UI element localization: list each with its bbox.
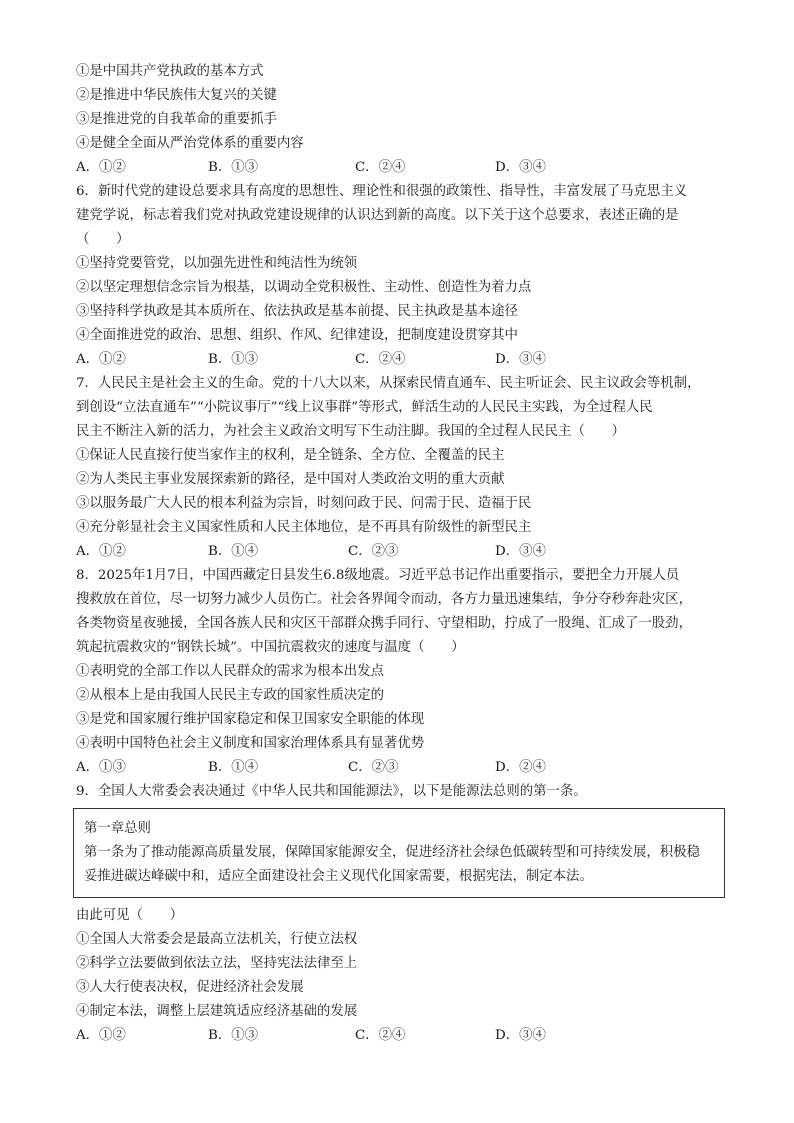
q6-option-a[interactable]: A．①② — [76, 352, 126, 367]
q5-option-c[interactable]: C．②④ — [355, 160, 406, 175]
q9-option-a[interactable]: A．①② — [76, 1028, 126, 1043]
q7-option-a[interactable]: A．①② — [76, 544, 126, 559]
law-excerpt-line-1: 第一条为了推动能源高质量发展，保障国家能源安全，促进经济社会绿色低碳转型和可持续发展，积极稳 — [84, 845, 700, 860]
q7-choice-2: ②为人类民主事业发展探索新的路径，是中国对人类政治文明的重大贡献 — [76, 472, 505, 487]
q6-choice-4: ④全面推进党的政治、思想、组织、作风、纪律建设，把制度建设贯穿其中 — [76, 328, 518, 343]
q6-option-c[interactable]: C．②④ — [355, 352, 406, 367]
q6-option-b[interactable]: B．①③ — [208, 352, 259, 367]
q9-option-c[interactable]: C．②④ — [355, 1028, 406, 1043]
q6-choice-1: ①坚持党要管党，以加强先进性和纯洁性为统领 — [76, 256, 358, 271]
q7-choice-1: ①保证人民直接行使当家作主的权利，是全链条、全方位、全覆盖的民主 — [76, 448, 505, 463]
question-7 — [76, 372, 730, 564]
law-excerpt-line-2: 妥推进碳达峰碳中和，适应全面建设社会主义现代化国家需要，根据宪法，制定本法。 — [84, 869, 593, 884]
law-excerpt-box — [73, 808, 725, 898]
q8-choice-1: ①表明党的全部工作以人民群众的需求为根本出发点 — [76, 664, 384, 679]
q5-option-d[interactable]: D．③④ — [495, 160, 546, 175]
q8-stem-line-3: 各类物资星夜驰援，全国各族人民和灾区干部群众携手同行、守望相助，拧成了一股绳、汇成了一股劲， — [76, 616, 692, 631]
q6-stem-line-2: 建党学说，标志着我们党对执政党建设规律的认识达到新的高度。以下关于这个总要求，表述正确的是 — [76, 208, 679, 223]
q6-option-d[interactable]: D．③④ — [495, 352, 546, 367]
q8-option-d[interactable]: D．②④ — [495, 760, 546, 775]
q7-stem-line-2: 到创设“立法直通车”“小院议事厅”“线上议事群”等形式，鲜活生动的人民民主实践，为全过程人民 — [76, 400, 653, 415]
q5-choice-1: ①是中国共产党执政的基本方式 — [76, 64, 264, 79]
q9-choice-4: ④制定本法，调整上层建筑适应经济基础的发展 — [76, 1004, 358, 1019]
q6-stem-line-3: （ ） — [76, 232, 130, 247]
q6-stem-line-1: 6．新时代党的建设总要求具有高度的思想性、理论性和很强的政策性、指导性，丰富发展了马克思主义 — [76, 184, 688, 199]
question-6 — [76, 180, 730, 372]
q5-choice-4: ④是健全全面从严治党体系的重要内容 — [76, 136, 304, 151]
exam-page — [76, 60, 730, 1048]
q9-option-d[interactable]: D．③④ — [495, 1028, 546, 1043]
q6-choice-3: ③坚持科学执政是其本质所在、依法执政是基本前提、民主执政是基本途径 — [76, 304, 518, 319]
question-8 — [76, 564, 730, 780]
q9-option-b[interactable]: B．①③ — [208, 1028, 259, 1043]
q9-stem: 9．全国人大常委会表决通过《中华人民共和国能源法》，以下是能源法总则的第一条。 — [76, 784, 587, 799]
q7-choice-4: ④充分彰显社会主义国家性质和人民主体地位，是不再具有阶级性的新型民主 — [76, 520, 532, 535]
q7-option-d[interactable]: D．③④ — [495, 544, 546, 559]
q9-choice-3: ③人大行使表决权，促进经济社会发展 — [76, 980, 304, 995]
q7-options — [76, 540, 730, 564]
q7-stem-line-3: 民主不断注入新的活力，为社会主义政治文明写下生动注脚。我国的全过程人民民主（ ） — [76, 424, 626, 439]
q7-choice-3: ③以服务最广大人民的根本利益为宗旨，时刻问政于民、问需于民、造福于民 — [76, 496, 532, 511]
q5-choices — [76, 60, 730, 156]
question-9 — [76, 780, 730, 1048]
q7-stem-line-1: 7．人民民主是社会主义的生命。党的十八大以来，从探索民情直通车、民主听证会、民主议政会等机制， — [76, 376, 701, 391]
q8-choice-2: ②从根本上是由我国人民民主专政的国家性质决定的 — [76, 688, 384, 703]
q8-choice-3: ③是党和国家履行维护国家稳定和保卫国家安全职能的体现 — [76, 712, 425, 727]
q9-choice-1: ①全国人大常委会是最高立法机关，行使立法权 — [76, 932, 358, 947]
law-excerpt-title: 第一章总则 — [84, 821, 151, 836]
q5-choice-3: ③是推进党的自我革命的重要抓手 — [76, 112, 277, 127]
q5-option-b[interactable]: B．①③ — [208, 160, 259, 175]
q5-choice-2: ②是推进中华民族伟大复兴的关键 — [76, 88, 277, 103]
q7-option-c[interactable]: C．②③ — [348, 544, 399, 559]
q8-choice-4: ④表明中国特色社会主义制度和国家治理体系具有显著优势 — [76, 736, 425, 751]
q9-options — [76, 1024, 730, 1048]
q8-stem-line-4: 筑起抗震救灾的“钢铁长城”。中国抗震救灾的速度与温度（ ） — [76, 640, 465, 655]
q6-choice-2: ②以坚定理想信念宗旨为根基，以调动全党积极性、主动性、创造性为着力点 — [76, 280, 532, 295]
q8-option-b[interactable]: B．①④ — [208, 760, 259, 775]
q5-options — [76, 156, 730, 180]
q6-options — [76, 348, 730, 372]
q9-choice-2: ②科学立法要做到依法立法，坚持宪法法律至上 — [76, 956, 358, 971]
q8-options — [76, 756, 730, 780]
q9-lead: 由此可见（ ） — [76, 908, 184, 923]
q5-option-a[interactable]: A．①② — [76, 160, 126, 175]
q8-option-c[interactable]: C．②③ — [348, 760, 399, 775]
q8-option-a[interactable]: A．①③ — [76, 760, 126, 775]
q7-option-b[interactable]: B．①④ — [208, 544, 259, 559]
q8-stem-line-1: 8．2025年1月7日，中国西藏定日县发生6.8级地震。习近平总书记作出重要指示，要把全力开展人员 — [76, 568, 680, 583]
q8-stem-line-2: 搜救放在首位，尽一切努力减少人员伤亡。社会各界闻令而动，各方力量迅速集结，争分夺秒奔赴灾区， — [76, 592, 692, 607]
